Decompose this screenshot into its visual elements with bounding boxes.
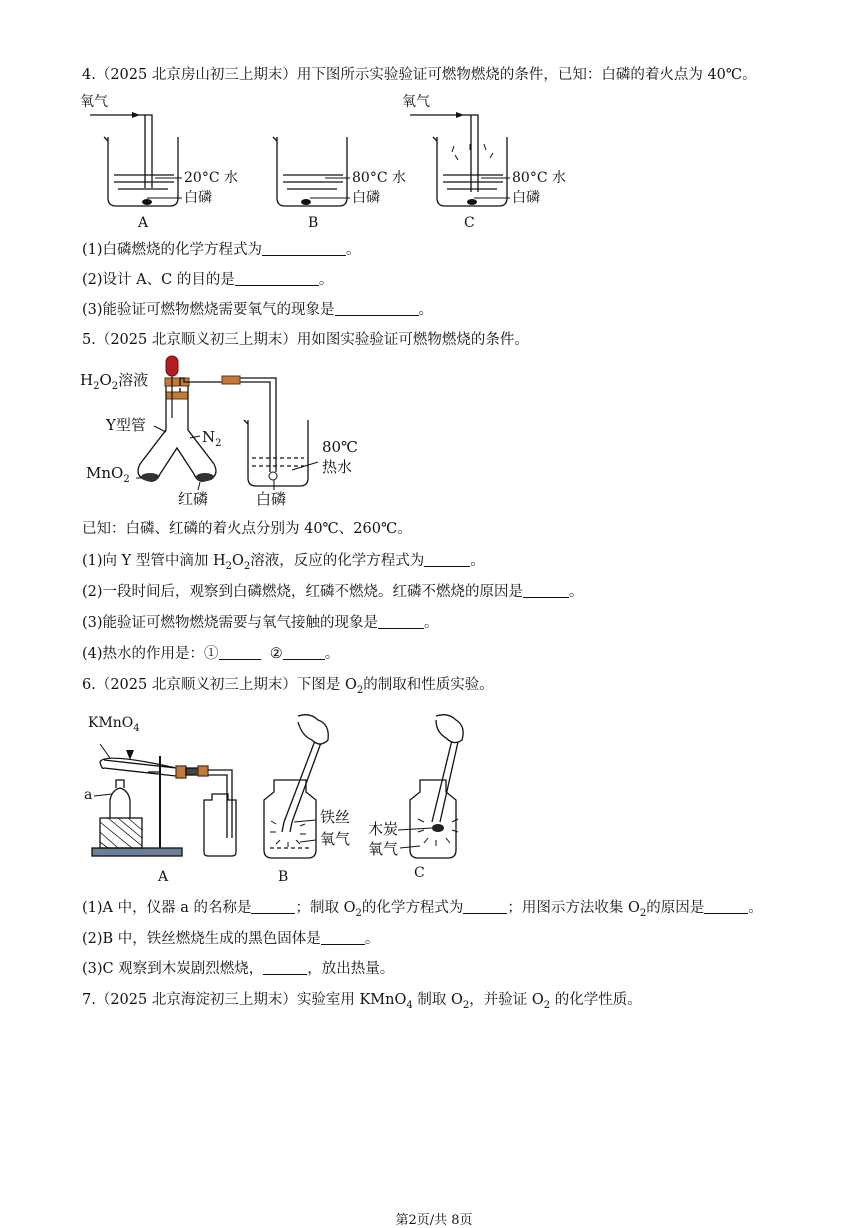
answer-blank[interactable] — [704, 912, 748, 914]
q4-caption-a: A — [138, 215, 149, 231]
page-footer: 第2页/共 8页 — [395, 1213, 473, 1228]
q6-charcoal-label: 木炭 — [368, 820, 399, 838]
q4-item-2: (2)设计 A、C 的目的是 。 — [82, 272, 334, 288]
q5-known: 已知：白磷、红磷的着火点分别为 40℃、260℃。 — [82, 521, 412, 537]
q5-item-4: (4)热水的作用是：① ② 。 — [82, 646, 340, 662]
answer-blank[interactable] — [463, 912, 507, 914]
q5-stem: 5.（2025 北京顺义初三上期末）用如图实验验证可燃物燃烧的条件。 — [82, 332, 529, 348]
q5-n2-label: $N_2$ — [202, 428, 222, 449]
q4-stem: 4.（2025 北京房山初三上期末）用下图所示实验验证可燃物燃烧的条件，已知：白磷的着火点为 40℃。 — [82, 67, 757, 83]
q5-white-p-label: 白磷 — [256, 490, 287, 508]
q5-hot-water-label: 热水 — [322, 458, 353, 476]
q6-iron-wire-label: 铁丝 — [320, 808, 351, 826]
q6-caption-a: A — [158, 869, 169, 885]
q6-apparatus-a — [92, 756, 236, 856]
q4-item-3: (3)能验证可燃物燃烧需要氧气的现象是 。 — [82, 302, 434, 318]
q4-oxygen-label-c: 氧气 — [402, 94, 430, 110]
q5-mno2-label: MnO$_2$ — [86, 464, 130, 485]
answer-blank[interactable] — [251, 912, 295, 914]
q4-item-1: (1)白磷燃烧的化学方程式为 。 — [82, 242, 361, 258]
q4-b-water: 80°C 水 — [352, 170, 406, 186]
q5-temp-label: 80℃ — [322, 438, 358, 456]
q5-item-3: (3)能验证可燃物燃烧需要与氧气接触的现象是 。 — [82, 615, 439, 631]
q6-bottle-b — [264, 715, 328, 858]
q7-stem: 7.（2025 北京海淀初三上期末）实验室用 KMnO$_4$ 制取 $O_2$，并验证 $O_2$ 的化学性质。 — [82, 992, 642, 1011]
q4-c-water: 80°C 水 — [512, 170, 566, 186]
q5-item-2: (2)一段时间后，观察到白磷燃烧，红磷不燃烧。红磷不燃烧的原因是 。 — [82, 584, 584, 600]
answer-blank[interactable] — [321, 943, 365, 945]
q6-caption-b: B — [278, 869, 289, 885]
q4-a-p: 白磷 — [184, 190, 212, 206]
q6-stem: 6.（2025 北京顺义初三上期末）下图是 $O_2$的制取和性质实验。 — [82, 677, 494, 696]
q4-caption-b: B — [308, 215, 319, 231]
q6-oxygen-c-label: 氧气 — [368, 840, 399, 858]
q5-y-tube-label: Y型管 — [106, 416, 146, 434]
q6-a-label: a — [84, 787, 93, 803]
q6-item-3: (3)C 观察到木炭剧烈燃烧， ，放出热量。 — [82, 961, 395, 977]
q4-c-p: 白磷 — [512, 190, 540, 206]
answer-blank[interactable] — [263, 973, 307, 975]
q6-oxygen-b-label: 氧气 — [320, 830, 351, 848]
q4-a-water: 20°C 水 — [184, 170, 238, 186]
q4-oxygen-label-a: 氧气 — [80, 94, 108, 110]
q5-item-1: (1)向 Y 型管中滴加 $H_2O_2$溶液，反应的化学方程式为 。 — [82, 553, 485, 572]
q4-b-p: 白磷 — [352, 190, 380, 206]
q5-h2o2-label: $H_2O_2$溶液 — [80, 371, 149, 392]
q6-kmno4-label: KMnO$_4$ — [88, 715, 140, 734]
q6-item-2: (2)B 中，铁丝燃烧生成的黑色固体是 。 — [82, 931, 380, 947]
q5-red-p-label: 红磷 — [178, 490, 209, 508]
q4-caption-c: C — [464, 215, 475, 231]
q6-item-1: (1)A 中，仪器 a 的名称是 ；制取 $O_2$的化学方程式为 ；用图示方法收集 $O_2$的原因是 。 — [82, 900, 763, 919]
q6-caption-c: C — [414, 865, 425, 881]
q6-bottle-c — [410, 715, 463, 858]
